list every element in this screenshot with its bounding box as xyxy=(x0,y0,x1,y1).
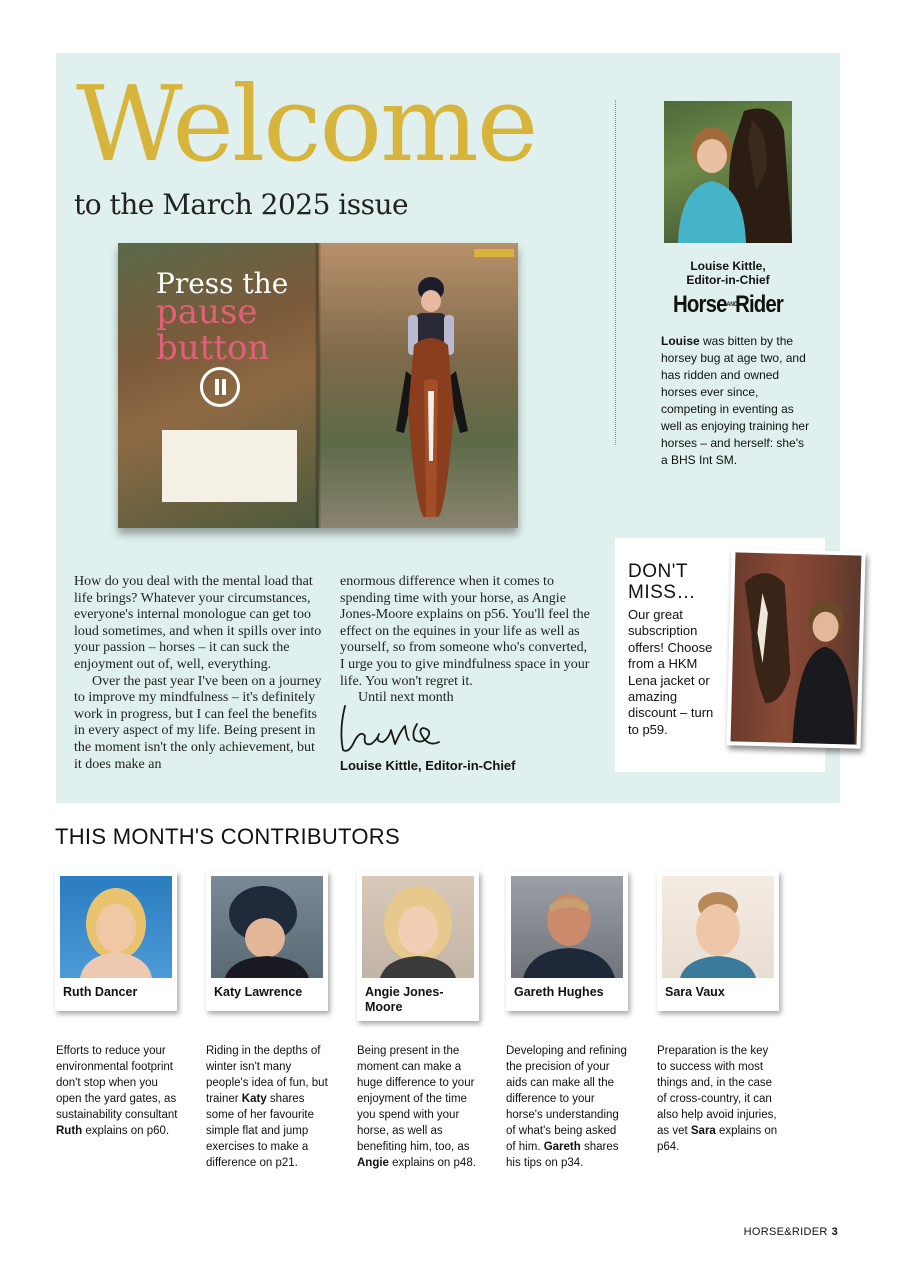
spread-title-line1: Press the xyxy=(156,267,289,300)
spread-fold xyxy=(315,243,321,528)
contributor-photo xyxy=(362,876,474,978)
contributor-text: Developing and refining the precision of your aids can make all the difference to your horse's understanding of what's being asked of him. Gareth shares his tips on p34. xyxy=(506,1045,627,1169)
dotted-separator xyxy=(615,100,616,445)
spread-title-line3: button xyxy=(156,328,270,368)
contributor-text: Being present in the moment can make a huge difference to your enjoyment of the time you spend with your horse, as well as benefiting him, too, as Angie explains on p48. xyxy=(357,1045,476,1169)
page-footer xyxy=(744,1226,838,1238)
spread-left-page xyxy=(118,243,318,528)
contributor-text: Riding in the depths of winter isn't many people's idea of fun, but trainer Katy shares some of her favourite simple flat and jump exercises to make a difference on p21. xyxy=(206,1045,328,1169)
editor-photo xyxy=(664,101,792,243)
editor-name xyxy=(628,259,828,287)
contributor-card xyxy=(206,871,328,1011)
editor-name-line1: Louise Kittle, xyxy=(690,259,766,273)
dont-miss-title-line1: DON'T xyxy=(628,561,688,582)
issue-subtitle: to the March 2025 issue xyxy=(74,188,409,221)
contributor-name: Sara Vaux xyxy=(665,985,725,999)
letter-paragraph: enormous difference when it comes to spending time with your horse, as Angie Jones-Moore explains on p56. You'll feel the effect on the equines in your life as well as yourself, so from someone who's converted, I urge you to give mindfulness space in your life. You won't regret it. xyxy=(340,574,590,689)
dont-miss-text: Our great subscription offers! Choose from a HKM Lena jacket or amazing discount – turn to p59. xyxy=(628,607,714,737)
dont-miss-title-line2: MISS… xyxy=(628,582,696,603)
letter-column-2 xyxy=(340,574,592,707)
contributor-card xyxy=(506,871,628,1011)
letter-paragraph: How do you deal with the mental load that life brings? Whatever your circumstances, everyone's internal monologue can get too loud sometimes, and when it spills over into your passion – horses – it can suck the enjoyment out of, well, everything. xyxy=(74,574,322,672)
contributor-name: Ruth Dancer xyxy=(63,985,138,999)
spread-textbox xyxy=(162,430,297,502)
welcome-title: Welcome xyxy=(76,63,537,185)
signature-caption: Louise Kittle, Editor-in-Chief xyxy=(340,758,516,773)
letter-paragraph: Over the past year I've been on a journey to improve my mindfulness – it's definitely work in progress, but I can feel the benefits in every aspect of my life. Being present in the moment isn't the only achievement, but it does make an xyxy=(74,673,322,772)
contributor-photo xyxy=(662,876,774,978)
magazine-spread-image xyxy=(118,243,518,528)
contributor-photo xyxy=(511,876,623,978)
contributor-photo xyxy=(211,876,323,978)
dont-miss-title xyxy=(628,561,696,603)
footer-magazine: HORSE&RIDER xyxy=(743,1226,828,1238)
editor-name-line2: Editor-in-Chief xyxy=(686,273,770,287)
contributor-name: Angie Jones-Moore xyxy=(365,985,444,1014)
rider-on-horse-illustration xyxy=(376,261,486,519)
spread-tag xyxy=(474,249,514,257)
pause-icon xyxy=(200,367,240,407)
letter-column-1 xyxy=(74,574,326,773)
letter-signoff: Until next month xyxy=(358,690,454,706)
contributor-card xyxy=(357,871,479,1021)
editor-bio: Louise was bitten by the horsey bug at age two, and has ridden and owned horses ever since, competing in eventing as well as enjoying training her horses – and herself: she's a BHS Int SM. xyxy=(661,334,810,467)
contributors-heading: THIS MONTH'S CONTRIBUTORS xyxy=(55,824,400,849)
contributor-photo xyxy=(60,876,172,978)
contributor-text: Preparation is the key to success with most things and, in the case of cross-country, it can also help avoid injuries, as vet Sara explains on p64. xyxy=(657,1045,778,1153)
contributor-card xyxy=(55,871,177,1011)
dont-miss-photo xyxy=(726,548,865,748)
spread-title-line2: pause xyxy=(156,292,258,332)
page-number: 3 xyxy=(831,1226,838,1238)
handwritten-signature xyxy=(335,700,445,756)
contributor-name: Katy Lawrence xyxy=(214,985,303,999)
contributor-card xyxy=(657,871,779,1011)
contributor-text: Efforts to reduce your environmental footprint don't stop when you open the yard gates, as sustainability consultant Ruth explains on p60. xyxy=(56,1045,178,1137)
contributor-name: Gareth Hughes xyxy=(514,985,604,999)
horse-and-rider-logo: HorseANDRider xyxy=(673,291,783,318)
